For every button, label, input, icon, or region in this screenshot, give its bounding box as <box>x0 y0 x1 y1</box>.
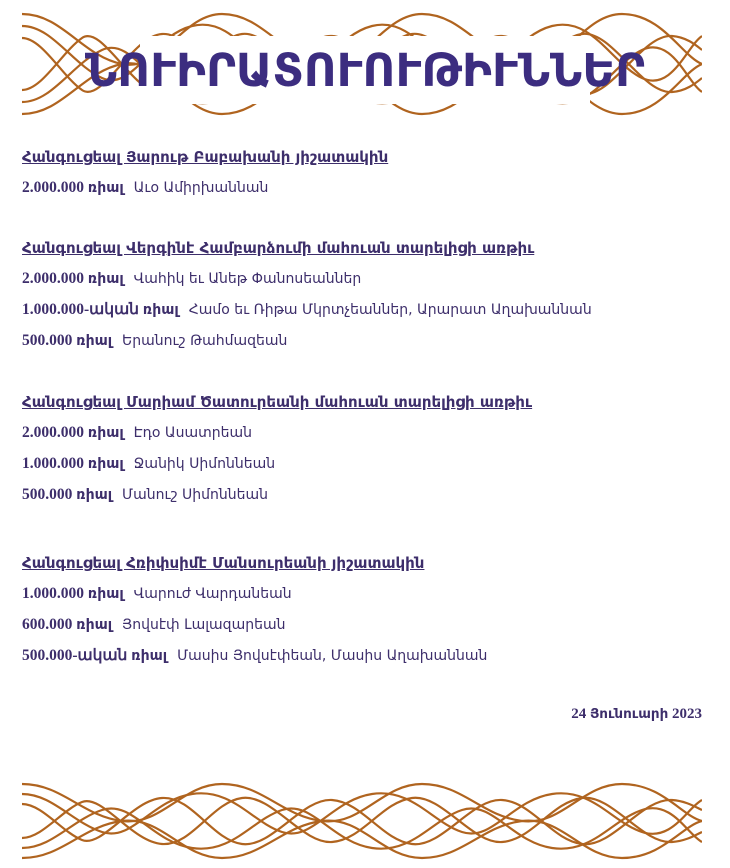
date-day: 24 <box>571 706 587 722</box>
donation-amount: 1.000.000 ռիալ <box>22 585 124 602</box>
donation-amount: 2.000.000 ռիալ <box>22 270 124 287</box>
donation-row <box>22 172 388 203</box>
donation-row <box>22 294 592 325</box>
donor-names: Աւօ Ամիրխաննան <box>133 180 269 196</box>
donor-names: Վահիկ եւ Անեթ Փանոսեաններ <box>133 271 362 287</box>
donation-amount: 1.000.000 ռիալ <box>22 455 124 472</box>
section-1 <box>22 146 388 203</box>
page-title: ՆՈՒԻՐԱՏՈՒՈՒԹԻՒՆՆԵՐ <box>85 43 645 97</box>
donation-row <box>22 479 532 510</box>
title-plate <box>85 36 645 104</box>
donation-row <box>22 640 487 671</box>
bottom-braid-ornament <box>22 778 702 864</box>
date-year: 2023 <box>672 706 702 722</box>
donation-amount: 2.000.000 ռիալ <box>22 424 124 441</box>
donation-row <box>22 417 532 448</box>
donation-row <box>22 263 592 294</box>
section-heading: Հանգուցեալ Վերգինէ Համբարձումի մահուան տարելիցի առթիւ <box>22 239 535 257</box>
section-4 <box>22 552 487 671</box>
donor-names: Մասիս Յովսէփեան, Մասիս Աղախաննան <box>177 648 488 664</box>
date-month: Յունուարի <box>589 706 669 722</box>
donor-names: Վարուժ Վարդանեան <box>133 586 292 602</box>
bottom-ornament-band <box>22 778 702 864</box>
donation-row <box>22 578 487 609</box>
donation-amount: 1.000.000-ական ռիալ <box>22 301 179 318</box>
donor-names: Համօ եւ Ռիթա Մկրտչեաններ, Արարատ Աղախաննան <box>188 302 592 318</box>
donation-amount: 500.000 ռիալ <box>22 486 113 503</box>
date-line <box>571 706 702 723</box>
section-2 <box>22 237 592 356</box>
section-heading: Հանգուցեալ Հռիփսիմէ Մանսուրեանի յիշատակին <box>22 554 425 572</box>
donation-amount: 600.000 ռիալ <box>22 616 113 633</box>
donor-names: Մանուշ Սիմոննեան <box>122 487 269 503</box>
section-heading: Հանգուցեալ Մարիամ Ծատուրեանի մահուան տարելիցի առթիւ <box>22 393 533 411</box>
donor-names: Երանուշ Թահմազեան <box>122 333 288 349</box>
donor-names: Ջանիկ Սիմոննեան <box>133 456 276 472</box>
donation-row <box>22 448 532 479</box>
donation-row <box>22 609 487 640</box>
section-heading: Հանգուցեալ Յարութ Բաբախանի յիշատակին <box>22 148 389 166</box>
section-3 <box>22 391 532 510</box>
donor-names: Էդօ Ասատրեան <box>133 425 253 441</box>
donation-row <box>22 325 592 356</box>
donor-names: Յովսէփ Լալազարեան <box>122 617 286 633</box>
donation-amount: 500.000-ական ռիալ <box>22 647 168 664</box>
donation-amount: 500.000 ռիալ <box>22 332 113 349</box>
donation-amount: 2.000.000 ռիալ <box>22 179 124 196</box>
